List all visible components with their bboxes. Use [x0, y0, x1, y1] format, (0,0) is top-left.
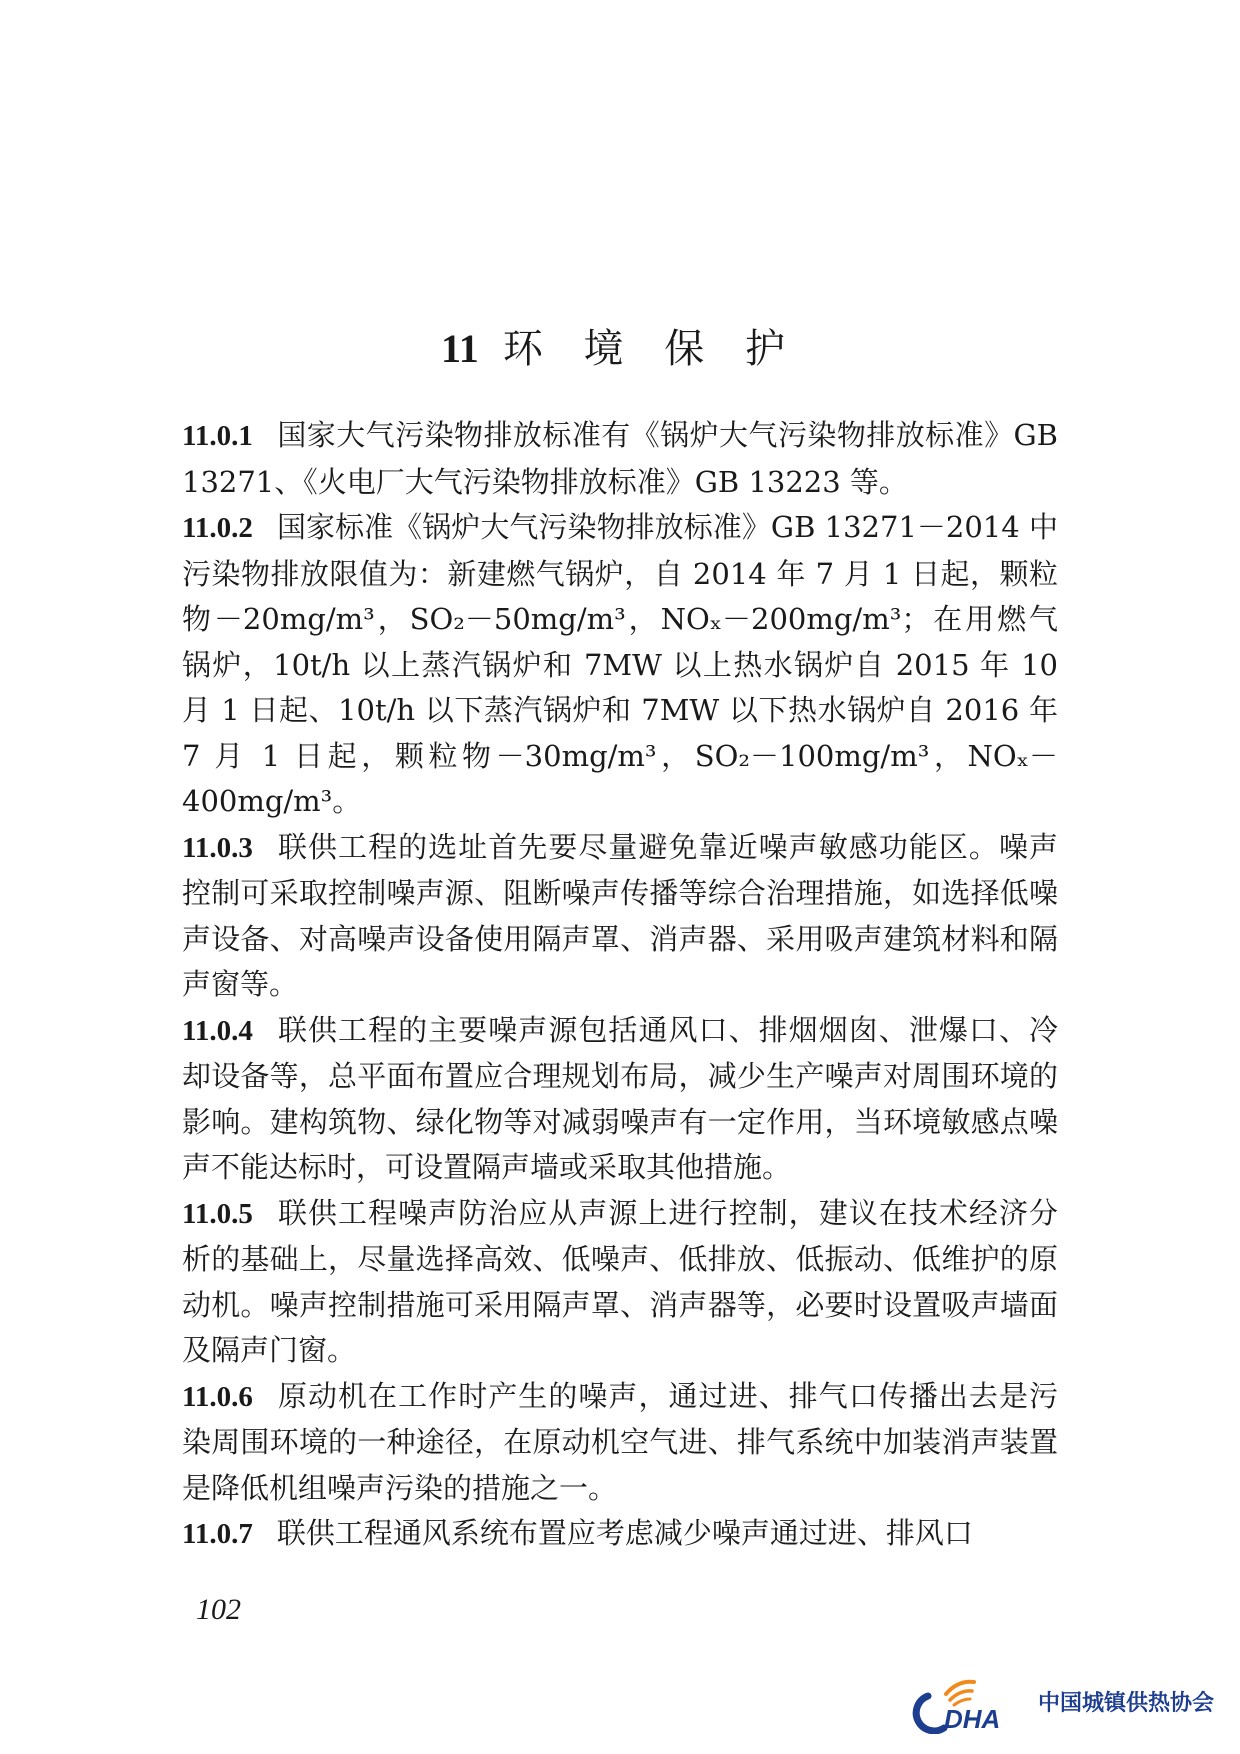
clause-11-0-2	[182, 505, 1058, 825]
chapter-title	[0, 319, 1240, 379]
clause-text: 国家标准《锅炉大气污染物排放标准》GB 13271－2014 中污染物排放限值为：新建燃气锅炉，自 2014 年 7 月 1 日起，颗粒物－20mg/m³，SO₂－50mg/m³，NOₓ－200mg/m³；在用燃气锅炉，10t/h 以上蒸汽锅炉和 7MW 以上热水锅炉自 2015 年 10 月 1 日起、10t/h 以下蒸汽锅炉和 7MW 以下热水锅炉自 2016 年 7 月 1 日起，颗粒物－30mg/m³，SO₂－100mg/m³，NOₓ－400mg/m³。	[182, 510, 1058, 818]
clause-11-0-6	[182, 1374, 1058, 1512]
clause-11-0-3	[182, 825, 1058, 1008]
clause-number: 11.0.7	[182, 1518, 253, 1550]
clause-11-0-4	[182, 1008, 1058, 1191]
publisher-logo	[900, 1668, 1220, 1734]
clause-number: 11.0.3	[182, 831, 253, 864]
clause-number: 11.0.2	[182, 512, 253, 544]
clause-text: 联供工程通风系统布置应考虑减少噪声通过进、排风口	[276, 1516, 973, 1550]
clause-number: 11.0.4	[182, 1014, 253, 1047]
clause-text: 国家大气污染物排放标准有《锅炉大气污染物排放标准》GB 13271、《火电厂大气污染物排放标准》GB 13223 等。	[182, 418, 1058, 499]
clause-11-0-1	[182, 413, 1058, 505]
cdha-logo-icon	[900, 1668, 1035, 1734]
clause-text: 联供工程的选址首先要尽量避免靠近噪声敏感功能区。噪声控制可采取控制噪声源、阻断噪声传播等综合治理措施，如选择低噪声设备、对高噪声设备使用隔声罩、消声器、采用吸声建筑材料和隔声窗等。	[182, 829, 1058, 1001]
clause-number: 11.0.5	[182, 1197, 253, 1230]
clause-text: 联供工程噪声防治应从声源上进行控制，建议在技术经济分析的基础上，尽量选择高效、低噪声、低排放、低振动、低维护的原动机。噪声控制措施可采用隔声罩、消声器等，必要时设置吸声墙面及隔声门窗。	[182, 1195, 1058, 1367]
logo-name: 中国城镇供热协会	[1038, 1691, 1215, 1716]
svg-text:DHA: DHA	[944, 1704, 1001, 1734]
chapter-number: 11	[441, 325, 479, 371]
clause-11-0-5	[182, 1191, 1058, 1374]
clause-text: 联供工程的主要噪声源包括通风口、排烟烟囱、泄爆口、冷却设备等，总平面布置应合理规划布局，减少生产噪声对周围环境的影响。建构筑物、绿化物等对减弱噪声有一定作用，当环境敏感点噪声不能达标时，可设置隔声墙或采取其他措施。	[182, 1012, 1058, 1184]
clause-11-0-7	[182, 1511, 1058, 1558]
chapter-name: 环 境 保 护	[502, 325, 799, 372]
clause-text: 原动机在工作时产生的噪声，通过进、排气口传播出去是污染周围环境的一种途径，在原动机空气进、排气系统中加装消声装置是降低机组噪声污染的措施之一。	[182, 1378, 1058, 1505]
clause-list	[182, 413, 1058, 1558]
page-number: 102	[196, 1593, 241, 1626]
clause-number: 11.0.1	[182, 420, 253, 452]
clause-number: 11.0.6	[182, 1380, 253, 1413]
